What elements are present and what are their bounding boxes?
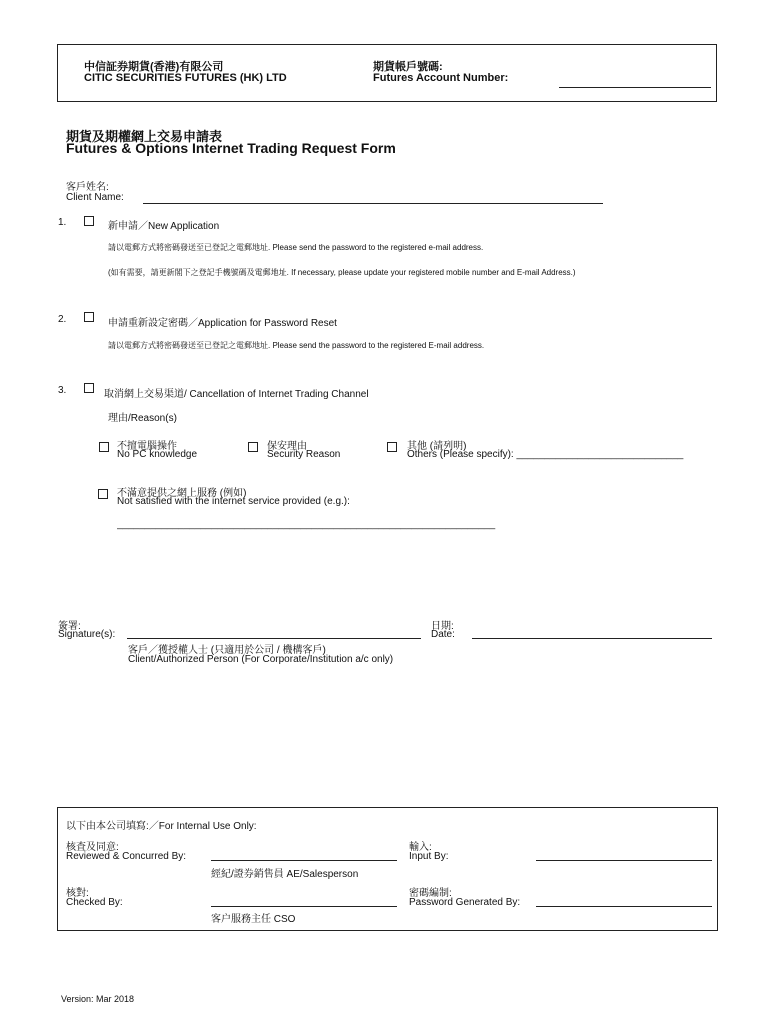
company-name-zh: 中信証券期貨(香港)有限公司 (84, 61, 224, 73)
signature-caption-en: Client/Authorized Person (For Corporate/Institution a/c only) (128, 654, 394, 665)
option-3-number: 3. (58, 385, 67, 396)
internal-heading: 以下由本公司填寫:／For Internal Use Only: (66, 821, 257, 832)
option-1-note-2: (如有需要，請更新閣下之登記手機號碼及電郵地址. If necessary, please update your registered mobile number and E-mail Address.) (108, 268, 576, 277)
company-name-en: CITIC SECURITIES FUTURES (HK) LTD (84, 72, 287, 84)
reason-others-zh: 其他 (請列明) (407, 441, 467, 452)
reason-unsatisfied-checkbox[interactable] (98, 489, 108, 499)
password-label-zh: 密碼編制: (409, 888, 452, 899)
account-label-zh: 期貨帳戶號碼: (373, 61, 443, 73)
client-name-label-en: Client Name: (66, 192, 124, 203)
unsatisfied-details-field[interactable]: ____________________________________________________________________ (117, 519, 496, 530)
reasons-heading: 理由/Reason(s) (108, 413, 177, 424)
option-1-number: 1. (58, 217, 67, 228)
option-2-number: 2. (58, 314, 67, 325)
checked-caption: 客户服務主任 CSO (211, 914, 296, 925)
signature-label-zh: 簽署: (58, 621, 81, 632)
reason-no-pc-zh: 不擅電腦操作 (117, 441, 177, 452)
option-2-note-1: 請以電郵方式將密碼發送至已登記之電郵地址. Please send the password to the registered E-mail address. (108, 341, 485, 350)
input-by-field[interactable] (536, 860, 712, 861)
reviewed-caption: 經紀/證券銷售員 AE/Salesperson (211, 869, 359, 880)
signature-field[interactable] (127, 638, 421, 639)
reason-security-checkbox[interactable] (248, 442, 258, 452)
reason-no-pc-en: No PC knowledge (117, 449, 198, 460)
date-field[interactable] (472, 638, 712, 639)
option-1-checkbox[interactable] (84, 216, 94, 226)
checked-field[interactable] (211, 906, 397, 907)
form-title-en: Futures & Options Internet Trading Request Form (66, 140, 396, 156)
reviewed-label-zh: 核査及同意: (66, 842, 119, 853)
reason-security-en: Security Reason (267, 449, 341, 460)
reason-others-checkbox[interactable] (387, 442, 397, 452)
version-text: Version: Mar 2018 (61, 994, 135, 1004)
reason-others-en: Others (Please specify): ______________________________ (407, 449, 684, 460)
reason-unsatisfied-zh: 不滿意提供之網上服務 (例如) (117, 488, 247, 499)
option-1-note-1: 請以電郵方式將密碼發送至已登記之電郵地址. Please send the password to the registered e-mail address. (108, 243, 484, 252)
password-label-en: Password Generated By: (409, 897, 521, 908)
option-2-checkbox[interactable] (84, 312, 94, 322)
reviewed-label-en: Reviewed & Concurred By: (66, 851, 187, 862)
account-number-field[interactable] (559, 87, 711, 88)
client-name-label-zh: 客戶姓名: (66, 182, 109, 193)
date-label-en: Date: (431, 629, 455, 640)
reason-unsatisfied-en: Not satisfied with the internet service provided (e.g.): (117, 496, 350, 507)
form-title-zh: 期貨及期權網上交易申請表 (66, 129, 223, 144)
option-3-label: 取消網上交易渠道/ Cancellation of Internet Trading Channel (104, 389, 369, 400)
date-label-zh: 日期: (431, 621, 454, 632)
option-1-label: 新申請／New Application (108, 221, 220, 232)
checked-label-en: Checked By: (66, 897, 123, 908)
reason-security-zh: 保安理由 (267, 441, 307, 452)
signature-caption-zh: 客戶／獲授權人士 (只適用於公司 / 機構客戶) (128, 645, 326, 656)
option-3-checkbox[interactable] (84, 383, 94, 393)
reason-no-pc-checkbox[interactable] (99, 442, 109, 452)
signature-label-en: Signature(s): (58, 629, 116, 640)
client-name-field[interactable] (143, 203, 603, 204)
reviewed-field[interactable] (211, 860, 397, 861)
input-label-en: Input By: (409, 851, 449, 862)
checked-label-zh: 核對: (66, 888, 89, 899)
password-generated-field[interactable] (536, 906, 712, 907)
input-label-zh: 輸入: (409, 842, 432, 853)
account-label-en: Futures Account Number: (373, 72, 509, 84)
option-2-label: 申請重新設定密碼／Application for Password Reset (108, 318, 337, 329)
